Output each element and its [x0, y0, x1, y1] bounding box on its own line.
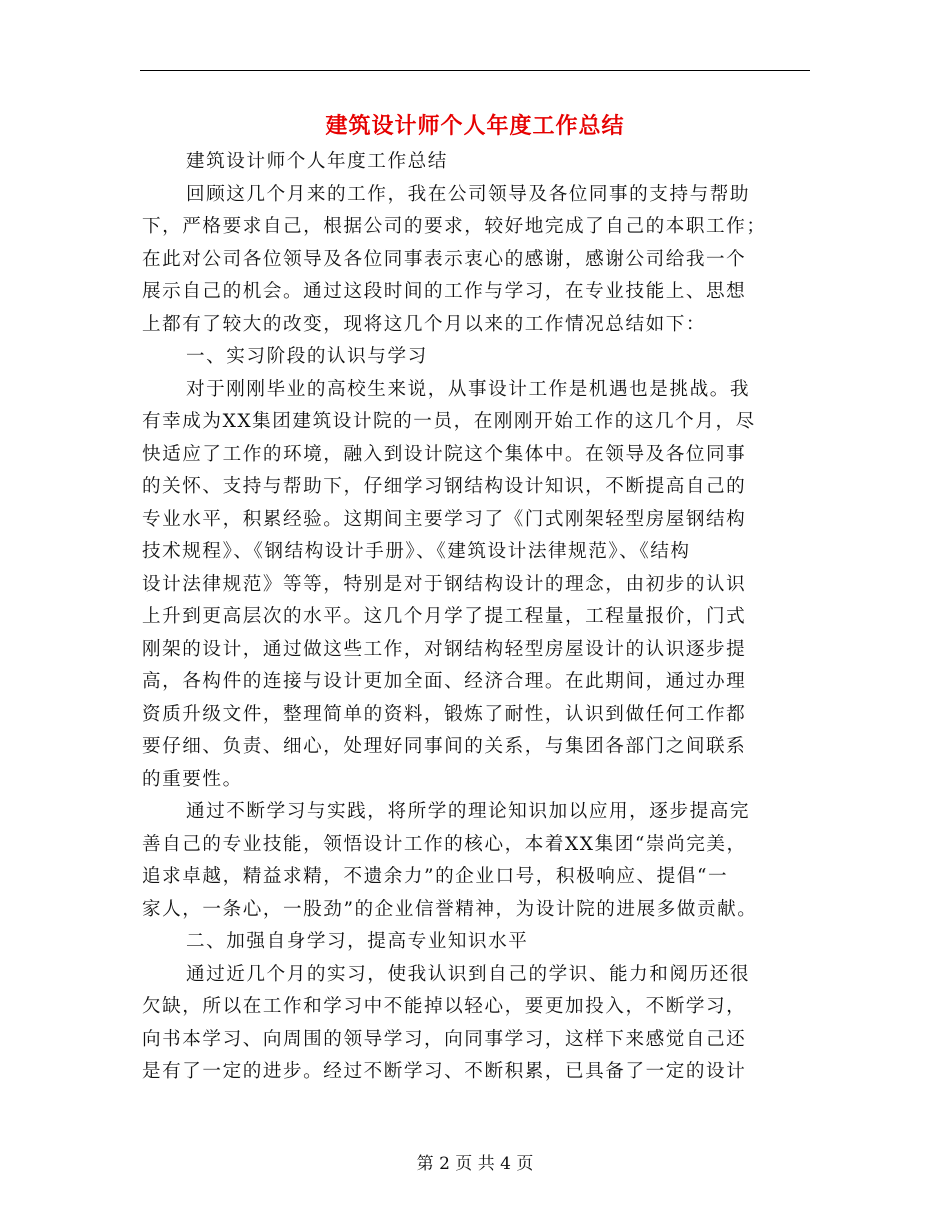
text-line: 二、加强自身学习，提高专业知识水平 — [186, 931, 529, 952]
text-line: 专业水平，积累经验。这期间主要学习了《门式刚架轻型房屋钢结构 — [142, 508, 747, 530]
text-line: 设计法律规范》等等，特别是对于钢结构设计的理念，由初步的认识 — [142, 573, 747, 595]
text-line: 下，严格要求自己，根据公司的要求，较好地完成了自己的本职工作； — [142, 216, 767, 237]
text-line: 欠缺，所以在工作和学习中不能掉以轻心，要更加投入，不断学习， — [142, 996, 747, 1017]
text-line: 要仔细、负责、细心，处理好同事间的关系，与集团各部门之间联系 — [142, 736, 747, 757]
text-line: 通过不断学习与实践，将所学的理论知识加以应用，逐步提高完 — [186, 801, 751, 822]
text-line: 的关怀、支持与帮助下，仔细学习钢结构设计知识，不断提高自己的 — [142, 476, 747, 497]
text-line: 通过近几个月的实习，使我认识到自己的学识、能力和阅历还很 — [186, 963, 751, 985]
text-line: 对于刚刚毕业的高校生来说，从事设计工作是机遇也是挑战。我 — [186, 378, 751, 400]
text-line: 高，各构件的连接与设计更加全面、经济合理。在此期间，通过办理 — [142, 671, 747, 692]
header-rule — [140, 70, 810, 71]
text-line: 追求卓越，精益求精，不遗余力”的企业口号，积极响应、提倡“一 — [142, 866, 729, 887]
text-line: 向书本学习、向周围的领导学习，向同事学习，这样下来感觉自己还 — [142, 1028, 747, 1050]
text-line: 善自己的专业技能，领悟设计工作的核心，本着XX集团“崇尚完美， — [142, 833, 747, 855]
text-line: 的重要性。 — [142, 768, 243, 790]
page-footer: 第 2 页 共 4 页 — [416, 1154, 534, 1174]
text-line: 刚架的设计，通过做这些工作，对钢结构轻型房屋设计的认识逐步提 — [142, 638, 747, 660]
text-line: 回顾这几个月来的工作，我在公司领导及各位同事的支持与帮助 — [186, 183, 751, 205]
document-body — [142, 146, 810, 1089]
document-title: 建筑设计师个人年度工作总结 — [325, 113, 625, 139]
text-line: 技术规程》、《钢结构设计手册》、《建筑设计法律规范》、《结构 — [142, 541, 691, 562]
text-line: 快适应了工作的环境，融入到设计院这个集体中。在领导及各位同事 — [142, 443, 747, 465]
text-line: 建筑设计师个人年度工作总结 — [186, 151, 448, 172]
text-line: 资质升级文件，整理简单的资料，锻炼了耐性，认识到做任何工作都 — [142, 703, 747, 725]
text-line: 家人，一条心，一股劲”的企业信誉精神，为设计院的进展多做贡献。 — [142, 898, 758, 920]
text-line: 有幸成为XX集团建筑设计院的一员，在刚刚开始工作的这几个月，尽 — [142, 411, 756, 432]
text-line: 上升到更高层次的水平。这几个月学了提工程量，工程量报价，门式 — [142, 606, 747, 627]
text-line: 是有了一定的进步。经过不断学习、不断积累，已具备了一定的设计 — [142, 1061, 747, 1082]
text-line: 在此对公司各位领导及各位同事表示衷心的感谢，感谢公司给我一个 — [142, 248, 747, 270]
text-line: 上都有了较大的改变，现将这几个月以来的工作情况总结如下： — [142, 313, 707, 335]
text-line: 展示自己的机会。通过这段时间的工作与学习，在专业技能上、思想 — [142, 281, 747, 302]
text-line: 一、实习阶段的认识与学习 — [186, 346, 428, 367]
